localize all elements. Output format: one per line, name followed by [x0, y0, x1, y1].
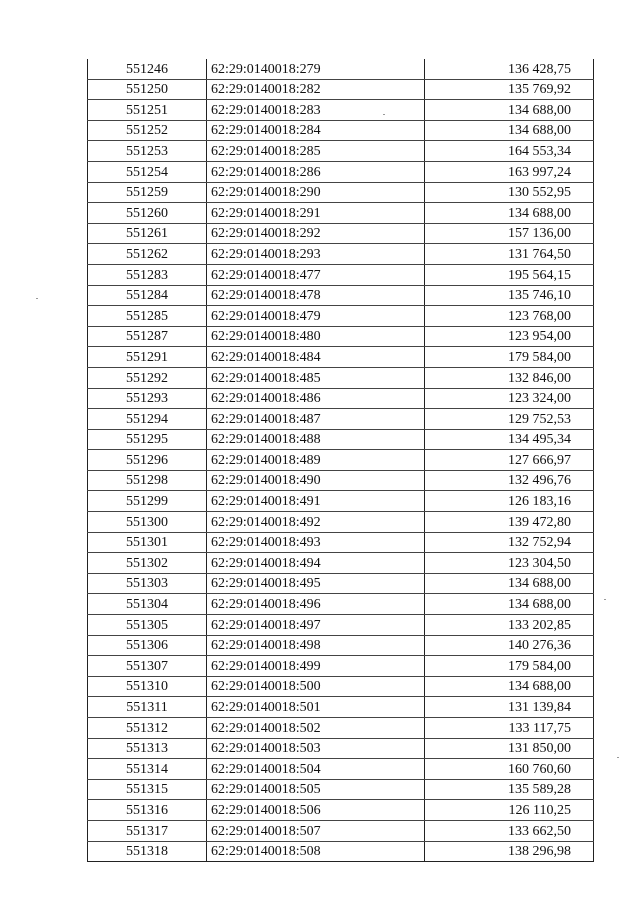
cadastral-number-cell: 62:29:0140018:506 [207, 800, 425, 821]
table-row [88, 347, 594, 368]
cadastral-number-cell: 62:29:0140018:503 [207, 738, 425, 759]
cadastral-value-cell: 140 276,36 [425, 635, 594, 656]
cadastral-number-cell: 62:29:0140018:479 [207, 306, 425, 327]
scan-speck [383, 114, 385, 115]
table-row [88, 615, 594, 636]
table-row [88, 594, 594, 615]
cadastral-number-cell: 62:29:0140018:290 [207, 182, 425, 203]
table-row [88, 141, 594, 162]
table-row [88, 79, 594, 100]
cadastral-value-cell: 126 183,16 [425, 491, 594, 512]
cadastral-value-cell: 130 552,95 [425, 182, 594, 203]
parcel-number-cell: 551253 [88, 141, 207, 162]
cadastral-value-cell: 179 584,00 [425, 347, 594, 368]
table-row [88, 306, 594, 327]
table-row [88, 367, 594, 388]
cadastral-number-cell: 62:29:0140018:292 [207, 223, 425, 244]
table-row [88, 120, 594, 141]
cadastral-value-cell: 164 553,34 [425, 141, 594, 162]
cadastral-value-cell: 123 954,00 [425, 326, 594, 347]
table-row [88, 573, 594, 594]
table-row [88, 388, 594, 409]
cadastral-value-cell: 123 324,00 [425, 388, 594, 409]
parcel-number-cell: 551283 [88, 264, 207, 285]
cadastral-number-cell: 62:29:0140018:494 [207, 553, 425, 574]
parcel-number-cell: 551287 [88, 326, 207, 347]
cadastral-value-cell: 132 846,00 [425, 367, 594, 388]
parcel-number-cell: 551293 [88, 388, 207, 409]
table-row [88, 285, 594, 306]
cadastral-number-cell: 62:29:0140018:505 [207, 779, 425, 800]
cadastral-value-table [87, 59, 594, 862]
table-row [88, 697, 594, 718]
cadastral-number-cell: 62:29:0140018:485 [207, 367, 425, 388]
cadastral-number-cell: 62:29:0140018:285 [207, 141, 425, 162]
cadastral-number-cell: 62:29:0140018:480 [207, 326, 425, 347]
cadastral-number-cell: 62:29:0140018:282 [207, 79, 425, 100]
parcel-number-cell: 551298 [88, 470, 207, 491]
table-row [88, 718, 594, 739]
cadastral-value-cell: 134 688,00 [425, 676, 594, 697]
cadastral-value-cell: 133 117,75 [425, 718, 594, 739]
table-row [88, 779, 594, 800]
cadastral-value-cell: 131 139,84 [425, 697, 594, 718]
parcel-number-cell: 551307 [88, 656, 207, 677]
parcel-number-cell: 551250 [88, 79, 207, 100]
cadastral-value-cell: 163 997,24 [425, 161, 594, 182]
cadastral-value-cell: 179 584,00 [425, 656, 594, 677]
cadastral-value-cell: 129 752,53 [425, 409, 594, 430]
table-row [88, 203, 594, 224]
table-row [88, 635, 594, 656]
table-row [88, 553, 594, 574]
cadastral-number-cell: 62:29:0140018:291 [207, 203, 425, 224]
table-row [88, 470, 594, 491]
cadastral-number-cell: 62:29:0140018:484 [207, 347, 425, 368]
parcel-number-cell: 551318 [88, 841, 207, 862]
cadastral-value-cell: 160 760,60 [425, 759, 594, 780]
parcel-number-cell: 551296 [88, 450, 207, 471]
parcel-number-cell: 551310 [88, 676, 207, 697]
parcel-number-cell: 551292 [88, 367, 207, 388]
cadastral-value-cell: 136 428,75 [425, 59, 594, 79]
table-row [88, 59, 594, 79]
cadastral-number-cell: 62:29:0140018:500 [207, 676, 425, 697]
table-row [88, 738, 594, 759]
parcel-number-cell: 551302 [88, 553, 207, 574]
cadastral-number-cell: 62:29:0140018:502 [207, 718, 425, 739]
cadastral-number-cell: 62:29:0140018:488 [207, 429, 425, 450]
cadastral-value-cell: 134 688,00 [425, 203, 594, 224]
scan-speck [36, 298, 38, 299]
cadastral-value-cell: 132 496,76 [425, 470, 594, 491]
table-row [88, 491, 594, 512]
parcel-number-cell: 551304 [88, 594, 207, 615]
parcel-number-cell: 551312 [88, 718, 207, 739]
parcel-number-cell: 551303 [88, 573, 207, 594]
cadastral-value-cell: 127 666,97 [425, 450, 594, 471]
cadastral-number-cell: 62:29:0140018:496 [207, 594, 425, 615]
cadastral-value-cell: 138 296,98 [425, 841, 594, 862]
parcel-number-cell: 551306 [88, 635, 207, 656]
table-row [88, 223, 594, 244]
cadastral-value-cell: 131 764,50 [425, 244, 594, 265]
cadastral-number-cell: 62:29:0140018:508 [207, 841, 425, 862]
cadastral-value-cell: 133 662,50 [425, 820, 594, 841]
cadastral-value-cell: 134 688,00 [425, 100, 594, 121]
parcel-number-cell: 551305 [88, 615, 207, 636]
parcel-number-cell: 551314 [88, 759, 207, 780]
table-row [88, 512, 594, 533]
parcel-number-cell: 551285 [88, 306, 207, 327]
cadastral-value-cell: 134 688,00 [425, 120, 594, 141]
scan-speck [604, 599, 606, 600]
cadastral-number-cell: 62:29:0140018:490 [207, 470, 425, 491]
parcel-number-cell: 551261 [88, 223, 207, 244]
cadastral-value-cell: 123 768,00 [425, 306, 594, 327]
cadastral-number-cell: 62:29:0140018:499 [207, 656, 425, 677]
table-row [88, 820, 594, 841]
cadastral-value-cell: 139 472,80 [425, 512, 594, 533]
parcel-number-cell: 551259 [88, 182, 207, 203]
parcel-number-cell: 551313 [88, 738, 207, 759]
cadastral-number-cell: 62:29:0140018:491 [207, 491, 425, 512]
table-row [88, 182, 594, 203]
parcel-number-cell: 551284 [88, 285, 207, 306]
cadastral-number-cell: 62:29:0140018:286 [207, 161, 425, 182]
table-row [88, 800, 594, 821]
table-row [88, 841, 594, 862]
cadastral-number-cell: 62:29:0140018:489 [207, 450, 425, 471]
parcel-number-cell: 551311 [88, 697, 207, 718]
cadastral-value-cell: 133 202,85 [425, 615, 594, 636]
cadastral-number-cell: 62:29:0140018:492 [207, 512, 425, 533]
parcel-number-cell: 551301 [88, 532, 207, 553]
table-row [88, 264, 594, 285]
parcel-number-cell: 551254 [88, 161, 207, 182]
cadastral-number-cell: 62:29:0140018:486 [207, 388, 425, 409]
scan-speck [617, 757, 619, 758]
cadastral-value-cell: 132 752,94 [425, 532, 594, 553]
parcel-number-cell: 551299 [88, 491, 207, 512]
cadastral-number-cell: 62:29:0140018:501 [207, 697, 425, 718]
parcel-number-cell: 551262 [88, 244, 207, 265]
table-row [88, 429, 594, 450]
table-row [88, 244, 594, 265]
table-row [88, 656, 594, 677]
cadastral-value-cell: 157 136,00 [425, 223, 594, 244]
table-row [88, 676, 594, 697]
table-row [88, 532, 594, 553]
parcel-number-cell: 551294 [88, 409, 207, 430]
parcel-number-cell: 551315 [88, 779, 207, 800]
cadastral-number-cell: 62:29:0140018:487 [207, 409, 425, 430]
parcel-number-cell: 551300 [88, 512, 207, 533]
cadastral-number-cell: 62:29:0140018:293 [207, 244, 425, 265]
table-row [88, 161, 594, 182]
cadastral-value-cell: 135 769,92 [425, 79, 594, 100]
cadastral-number-cell: 62:29:0140018:507 [207, 820, 425, 841]
cadastral-value-cell: 134 495,34 [425, 429, 594, 450]
cadastral-number-cell: 62:29:0140018:495 [207, 573, 425, 594]
cadastral-value-cell: 134 688,00 [425, 573, 594, 594]
table-row [88, 409, 594, 430]
cadastral-number-cell: 62:29:0140018:493 [207, 532, 425, 553]
parcel-number-cell: 551260 [88, 203, 207, 224]
table-row [88, 759, 594, 780]
cadastral-number-cell: 62:29:0140018:284 [207, 120, 425, 141]
parcel-number-cell: 551316 [88, 800, 207, 821]
cadastral-number-cell: 62:29:0140018:478 [207, 285, 425, 306]
table-body [88, 59, 594, 862]
cadastral-value-cell: 134 688,00 [425, 594, 594, 615]
cadastral-value-cell: 135 746,10 [425, 285, 594, 306]
table-row [88, 450, 594, 471]
cadastral-number-cell: 62:29:0140018:504 [207, 759, 425, 780]
table-row [88, 326, 594, 347]
table-row [88, 100, 594, 121]
cadastral-value-cell: 123 304,50 [425, 553, 594, 574]
cadastral-number-cell: 62:29:0140018:498 [207, 635, 425, 656]
parcel-number-cell: 551295 [88, 429, 207, 450]
cadastral-number-cell: 62:29:0140018:283 [207, 100, 425, 121]
parcel-number-cell: 551317 [88, 820, 207, 841]
parcel-number-cell: 551246 [88, 59, 207, 79]
parcel-number-cell: 551291 [88, 347, 207, 368]
cadastral-value-cell: 131 850,00 [425, 738, 594, 759]
cadastral-value-cell: 135 589,28 [425, 779, 594, 800]
parcel-number-cell: 551251 [88, 100, 207, 121]
parcel-number-cell: 551252 [88, 120, 207, 141]
cadastral-number-cell: 62:29:0140018:497 [207, 615, 425, 636]
cadastral-value-cell: 126 110,25 [425, 800, 594, 821]
cadastral-number-cell: 62:29:0140018:477 [207, 264, 425, 285]
cadastral-value-cell: 195 564,15 [425, 264, 594, 285]
cadastral-number-cell: 62:29:0140018:279 [207, 59, 425, 79]
